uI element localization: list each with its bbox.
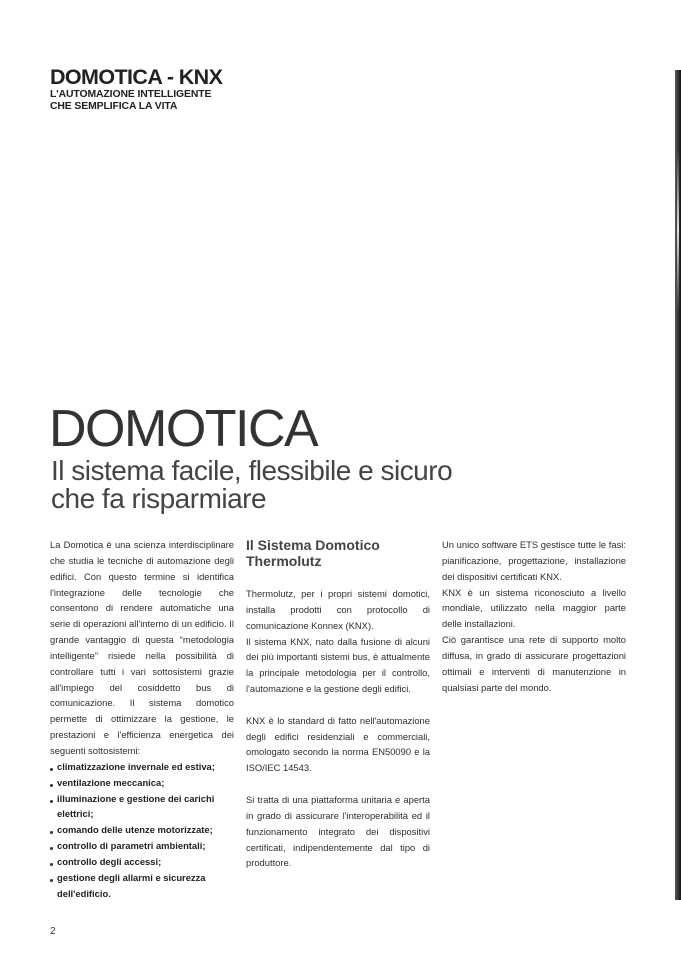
right-edge-highlight — [677, 150, 679, 310]
section-subtitle — [51, 457, 452, 513]
paragraph: Si tratta di una piattaforma unitaria e aperta in grado di assicurare l'interoperabilità ed il funzionamento integrato dei dispositivi certificati, indipendentemente dal tipo di produttore. — [246, 793, 430, 869]
text-column-1 — [50, 537, 234, 901]
list-item: controllo di parametri ambientali; — [50, 838, 234, 854]
column-2-body — [246, 586, 430, 871]
list-item: climatizzazione invernale ed estiva; — [50, 759, 234, 775]
list-item: controllo degli accessi; — [50, 854, 234, 870]
subtitle-line-1: Il sistema facile, flessibile e sicuro — [51, 455, 453, 486]
column-heading — [246, 537, 430, 569]
list-item: gestione degli allarmi e sicurezza dell'edificio. — [50, 870, 234, 902]
paragraph: Il sistema KNX, nato dalla fusione di alcuni dei più importanti sistemi bus, è attualmente la principale metodologia per il controllo, l'automazione e la gestione degli edifici. — [246, 635, 430, 695]
intro-paragraph: La Domotica è una scienza interdisciplinare che studia le tecniche di automazione degli edifici. Con questo termine si identifica l'integrazione delle tecnologie che consentono di rendere automatiche una serie di operazioni all'interno di un edificio. Il grande vantaggio di questa “metodologia intelligente” risiede nella possibilità di controllare tutti i vari sottosistemi grazie all'impiego del cosiddetto bus di comunicazione. Il sistema domotico permette di ottimizzare la gestione, le prestazioni e l'efficienza energetica dei seguenti sottosistemi: — [50, 539, 234, 756]
column-heading-line-2: Thermolutz — [246, 553, 322, 569]
section-title: DOMOTICA — [49, 400, 318, 458]
brand-title: DOMOTICA - KNX — [50, 65, 223, 89]
list-item: comando delle utenze motorizzate; — [50, 822, 234, 838]
page-header — [50, 66, 222, 112]
column-heading-line-1: Il Sistema Domotico — [246, 537, 380, 553]
tagline — [50, 89, 222, 112]
paragraph: Ciò garantisce una rete di supporto molto diffusa, in grado di assicurare progettazioni ottimali e interventi di manutenzione in qualsiasi parte del mondo. — [442, 634, 626, 693]
page-number: 2 — [50, 926, 56, 937]
paragraph: KNX è un sistema riconosciuto a livello mondiale, utilizzato nella maggior parte delle installazioni. — [442, 586, 626, 630]
text-column-3 — [442, 537, 626, 695]
text-column-2 — [246, 537, 430, 871]
list-item: ventilazione meccanica; — [50, 775, 234, 791]
tagline-line-1: L'AUTOMAZIONE INTELLIGENTE — [50, 89, 212, 100]
subtitle-line-2: che fa risparmiare — [51, 483, 267, 514]
subsystems-list — [50, 759, 234, 902]
tagline-line-2: CHE SEMPLIFICA LA VITA — [50, 100, 178, 112]
paragraph: KNX è lo standard di fatto nell'automazione degli edifici residenziali e commerciali, omologato secondo la norma EN50090 e la ISO/IEC 14543. — [246, 714, 430, 774]
paragraph: Un unico software ETS gestisce tutte le fasi: pianificazione, progettazione, installazione dei dispositivi certificati KNX. — [442, 539, 626, 582]
list-item: illuminazione e gestione dei carichi elettrici; — [50, 791, 234, 823]
paragraph: Thermolutz, per i propri sistemi domotici, installa prodotti con protocollo di comunicazione Konnex (KNX). — [246, 588, 430, 631]
